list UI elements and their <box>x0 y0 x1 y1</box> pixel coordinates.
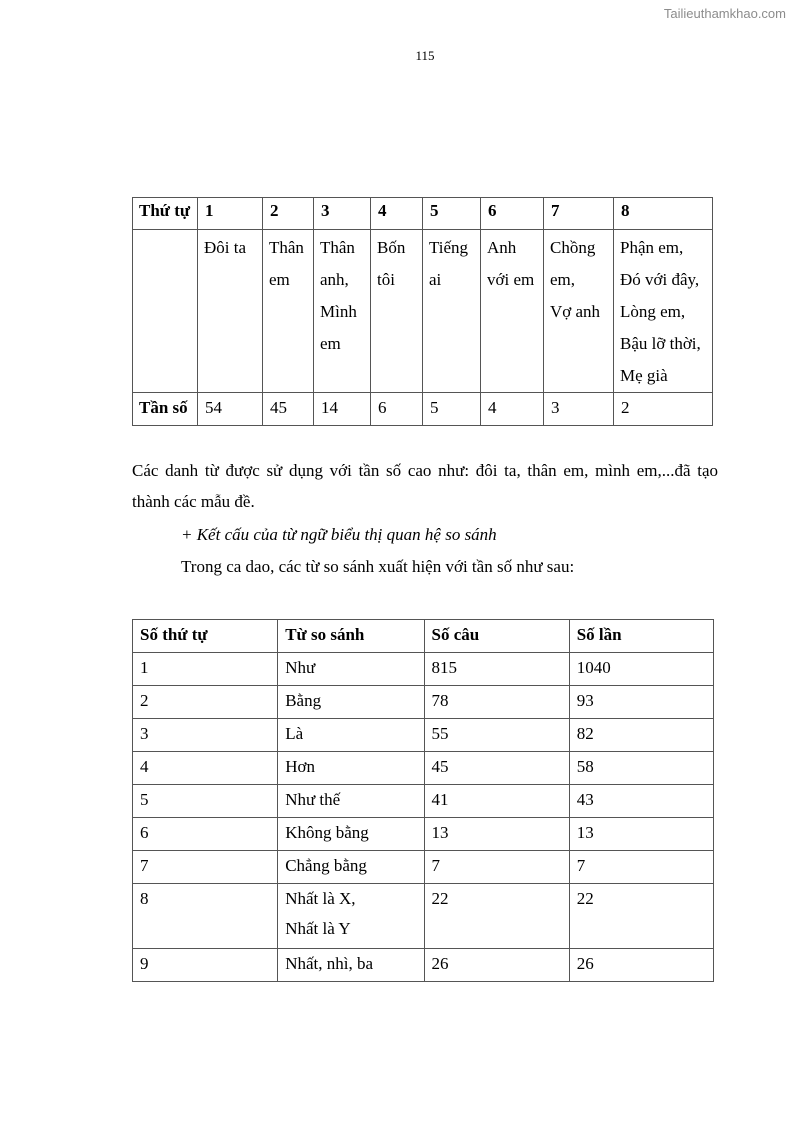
header-cell: 1 <box>198 198 263 230</box>
table-cell: 78 <box>424 686 569 719</box>
table-cell: Chẳng bằng <box>278 851 424 884</box>
table-cell: 6 <box>133 818 278 851</box>
table-cell: Bốn tôi <box>371 230 423 393</box>
table-cell: 13 <box>569 818 713 851</box>
table-row <box>133 752 714 785</box>
table-cell: Nhất, nhì, ba <box>278 949 424 982</box>
table-cell: 6 <box>371 393 423 426</box>
table-cell: 2 <box>133 686 278 719</box>
table-cell: Hơn <box>278 752 424 785</box>
table-header-row <box>133 198 713 230</box>
header-cell: 3 <box>314 198 371 230</box>
header-cell: 2 <box>263 198 314 230</box>
table-cell: 43 <box>569 785 713 818</box>
table-cell: 41 <box>424 785 569 818</box>
table-cell: Phận em, Đó với đây, Lòng em, Bậu lỡ thời, Mẹ già <box>614 230 713 393</box>
table-cell: 45 <box>424 752 569 785</box>
table-cell: 815 <box>424 653 569 686</box>
table-cell: 93 <box>569 686 713 719</box>
table-cell: Như <box>278 653 424 686</box>
table-cell: 22 <box>569 884 713 949</box>
table-cell: Tần số <box>133 393 198 426</box>
table-cell: Thân em <box>263 230 314 393</box>
table-cell: 4 <box>481 393 544 426</box>
table-cell: 14 <box>314 393 371 426</box>
table-cell: Bằng <box>278 686 424 719</box>
watermark: Tailieuthamkhao.com <box>663 6 786 21</box>
header-cell: Số thứ tự <box>133 620 278 653</box>
table-cell: Chồng em, Vợ anh <box>544 230 614 393</box>
table-cell: 7 <box>569 851 713 884</box>
table-cell: 82 <box>569 719 713 752</box>
table-cell: 5 <box>133 785 278 818</box>
table-cell: 3 <box>544 393 614 426</box>
header-cell: 5 <box>423 198 481 230</box>
table-cell: 54 <box>198 393 263 426</box>
table-cell: 5 <box>423 393 481 426</box>
table-cell: 9 <box>133 949 278 982</box>
table-row <box>133 949 714 982</box>
table-row <box>133 393 713 426</box>
page-number: 115 <box>415 48 435 63</box>
table-cell: 58 <box>569 752 713 785</box>
table-row <box>133 851 714 884</box>
header-cell: 4 <box>371 198 423 230</box>
header-cell: 7 <box>544 198 614 230</box>
comparison-word-table <box>132 619 714 982</box>
table-cell <box>133 230 198 393</box>
table-cell: 3 <box>133 719 278 752</box>
table-cell: Tiếng ai <box>423 230 481 393</box>
header-cell: 8 <box>614 198 713 230</box>
table-row <box>133 686 714 719</box>
table-row <box>133 884 714 949</box>
table-cell: 1 <box>133 653 278 686</box>
table-cell: 4 <box>133 752 278 785</box>
table-cell: 26 <box>569 949 713 982</box>
noun-frequency-table <box>132 197 713 426</box>
table-cell: 26 <box>424 949 569 982</box>
body-paragraph: Trong ca dao, các từ so sánh xuất hiện với tần số như sau: <box>181 557 575 576</box>
table-cell: Như thế <box>278 785 424 818</box>
table-cell: Anh với em <box>481 230 544 393</box>
table-cell: Nhất là X, Nhất là Y <box>278 884 424 949</box>
header-cell: 6 <box>481 198 544 230</box>
body-paragraph: Các danh từ được sử dụng với tần số cao như: đôi ta, thân em, mình em,...đã tạo thành các mẫu đề. <box>132 461 718 511</box>
table-row <box>133 785 714 818</box>
table-row <box>133 653 714 686</box>
table-cell: 45 <box>263 393 314 426</box>
header-cell: Số câu <box>424 620 569 653</box>
table-cell: 13 <box>424 818 569 851</box>
table-row <box>133 719 714 752</box>
table-cell: Không bằng <box>278 818 424 851</box>
table-header-row <box>133 620 714 653</box>
table-cell: 7 <box>133 851 278 884</box>
table-cell: 22 <box>424 884 569 949</box>
table-cell: 2 <box>614 393 713 426</box>
table-cell: Đôi ta <box>198 230 263 393</box>
table-cell: 55 <box>424 719 569 752</box>
table-cell: 1040 <box>569 653 713 686</box>
table-cell: Thân anh, Mình em <box>314 230 371 393</box>
table-row <box>133 818 714 851</box>
table-cell: Là <box>278 719 424 752</box>
section-heading: + Kết cấu của từ ngữ biểu thị quan hệ so sánh <box>181 525 497 544</box>
header-cell: Số lần <box>569 620 713 653</box>
table-cell: 8 <box>133 884 278 949</box>
table-row <box>133 230 713 393</box>
header-cell: Thứ tự <box>133 198 198 230</box>
header-cell: Từ so sánh <box>278 620 424 653</box>
table-cell: 7 <box>424 851 569 884</box>
